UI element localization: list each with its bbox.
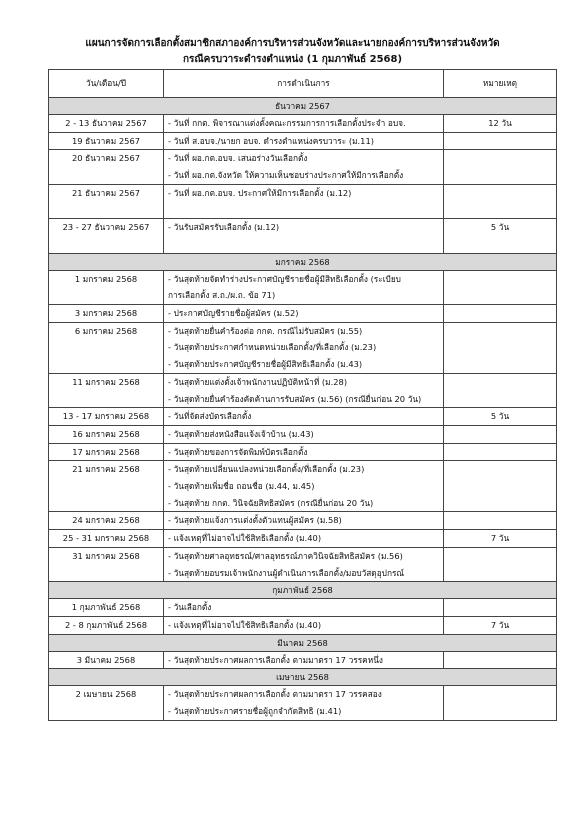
activity-line: - แจ้งเหตุที่ไม่อาจไปใช้สิทธิเลือกตั้ง (ม.40) (168, 619, 322, 630)
activity-line: - วันที่ ผอ.กต.อบจ. เสนอร่างวันเลือกตั้ง (168, 153, 308, 164)
row-activity (164, 425, 444, 443)
row-date: 13 - 17 มกราคม 2568 (49, 408, 164, 426)
table-row (49, 616, 557, 634)
activity-line: - วันสุดท้ายส่งหนังสือแจ้งเจ้าบ้าน (ม.43) (168, 428, 314, 439)
row-remark (444, 547, 557, 581)
row-date: 19 ธันวาคม 2567 (49, 132, 164, 150)
activity-line: - วันที่จัดส่งบัตรเลือกตั้ง (168, 411, 252, 422)
row-activity (164, 373, 444, 407)
row-remark (444, 425, 557, 443)
document-title: แผนการจัดการเลือกตั้งสมาชิกสภาองค์การบริหารส่วนจังหวัดและนายกองค์การบริหารส่วนจังหวัด (85, 38, 500, 49)
row-remark (444, 305, 557, 323)
table-row (49, 132, 557, 150)
table-row (49, 270, 557, 304)
table-row (49, 651, 557, 669)
schedule-body (49, 98, 557, 721)
row-remark (444, 651, 557, 669)
row-remark (444, 184, 557, 218)
month-label: มกราคม 2568 (49, 253, 557, 270)
activity-line: - วันที่ ผอ.กต.อบจ. ประกาศให้มีการเลือกตั้ง (ม.12) (168, 187, 352, 198)
table-row (49, 686, 557, 720)
table-row (49, 408, 557, 426)
table-row (49, 547, 557, 581)
activity-line: - วันสุดท้ายประกาศผลการเลือกตั้ง ตามมาตรา 17 วรรคหนึ่ง (168, 654, 383, 665)
table-row (49, 184, 557, 218)
header-date: วัน/เดือน/ปี (49, 70, 164, 98)
table-row (49, 322, 557, 373)
row-activity (164, 270, 444, 304)
row-remark (444, 270, 557, 304)
row-date: 1 กุมภาพันธ์ 2568 (49, 599, 164, 617)
activity-line: - วันสุดท้ายแจ้งการแต่งตั้งตัวแทนผู้สมัคร (ม.58) (168, 515, 342, 526)
row-remark: 7 วัน (444, 616, 557, 634)
row-date: 2 - 13 ธันวาคม 2567 (49, 115, 164, 133)
row-remark (444, 461, 557, 512)
month-header-row (49, 669, 557, 686)
activity-line: - วันสุดท้ายประกาศรายชื่อผู้ถูกจำกัดสิทธิ (ม.41) (168, 706, 342, 717)
row-remark: 7 วัน (444, 530, 557, 548)
activity-line: - วันสุดท้ายแต่งตั้งเจ้าพนักงานปฏิบัติหน้าที่ (ม.28) (168, 376, 348, 387)
table-row (49, 305, 557, 323)
activity-line: - วันสุดท้ายเปลี่ยนแปลงหน่วยเลือกตั้ง/ที่เลือกตั้ง (ม.23) (168, 464, 365, 475)
activity-line: - วันสุดท้ายประกาศกำหนดหน่วยเลือกตั้ง/ที่เลือกตั้ง (ม.23) (168, 342, 377, 353)
month-header-row (49, 634, 557, 651)
activity-line: - วันสุดท้ายยื่นคำร้องต่อ กกต. กรณีไม่รับสมัคร (ม.55) (168, 325, 363, 336)
row-date: 2 เมษายน 2568 (49, 686, 164, 720)
row-date: 25 - 31 มกราคม 2568 (49, 530, 164, 548)
row-activity (164, 686, 444, 720)
row-remark (444, 443, 557, 461)
activity-line: การเลือกตั้ง ส.ถ./ผ.ถ. ข้อ 71) (168, 290, 276, 301)
activity-line: - ประกาศบัญชีรายชื่อผู้สมัคร (ม.52) (168, 308, 299, 319)
row-remark (444, 132, 557, 150)
row-activity (164, 547, 444, 581)
activity-line: - แจ้งเหตุที่ไม่อาจไปใช้สิทธิเลือกตั้ง (ม.40) (168, 533, 322, 544)
table-row (49, 512, 557, 530)
activity-line: - วันสุดท้ายเพิ่มชื่อ ถอนชื่อ (ม.44, ม.45) (168, 481, 315, 492)
header-row (49, 70, 557, 98)
row-remark (444, 373, 557, 407)
row-date: 11 มกราคม 2568 (49, 373, 164, 407)
table-row (49, 150, 557, 184)
row-remark (444, 322, 557, 373)
row-activity (164, 599, 444, 617)
table-row (49, 115, 557, 133)
document-subtitle: กรณีครบวาระดำรงตำแหน่ง (1 กุมภาพันธ์ 2568) (182, 54, 403, 65)
activity-line: - วันสุดท้ายอบรมเจ้าพนักงานผู้ดำเนินการเลือกตั้ง/มอบวัสดุอุปกรณ์ (168, 567, 405, 578)
table-row (49, 461, 557, 512)
row-remark (444, 150, 557, 184)
activity-line: - วันสุดท้ายยื่นคำร้องคัดค้านการรับสมัคร (ม.56) (กรณียื่นก่อน 20 วัน) (168, 393, 422, 404)
activity-line (168, 236, 439, 253)
row-date: 6 มกราคม 2568 (49, 322, 164, 373)
row-activity (164, 616, 444, 634)
row-date: 3 มีนาคม 2568 (49, 651, 164, 669)
activity-line (168, 202, 439, 219)
table-row (49, 599, 557, 617)
row-activity (164, 443, 444, 461)
row-activity (164, 461, 444, 512)
activity-line: - วันสุดท้ายศาลอุทธรณ์/ศาลอุทธรณ์ภาควินิจฉัยสิทธิสมัคร (ม.56) (168, 550, 403, 561)
table-row (49, 219, 557, 253)
row-date: 20 ธันวาคม 2567 (49, 150, 164, 184)
month-label: มีนาคม 2568 (49, 634, 557, 651)
row-date: 21 มกราคม 2568 (49, 461, 164, 512)
row-date: 3 มกราคม 2568 (49, 305, 164, 323)
row-remark (444, 686, 557, 720)
table-row (49, 530, 557, 548)
month-label: เมษายน 2568 (49, 669, 557, 686)
row-date: 2 - 8 กุมภาพันธ์ 2568 (49, 616, 164, 634)
row-date: 17 มกราคม 2568 (49, 443, 164, 461)
row-date: 1 มกราคม 2568 (49, 270, 164, 304)
activity-line: - วันรับสมัครรับเลือกตั้ง (ม.12) (168, 222, 280, 233)
month-header-row (49, 253, 557, 270)
month-header-row (49, 582, 557, 599)
row-activity (164, 115, 444, 133)
activity-line: - วันสุดท้ายประกาศบัญชีรายชื่อผู้มีสิทธิเลือกตั้ง (ม.43) (168, 359, 363, 370)
row-remark: 5 วัน (444, 219, 557, 253)
row-activity (164, 408, 444, 426)
month-label: ธันวาคม 2567 (49, 98, 557, 115)
activity-line: - วันสุดท้ายจัดทำร่างประกาศบัญชีรายชื่อผู้มีสิทธิเลือกตั้ง (ระเบียบ (168, 273, 401, 284)
row-remark: 5 วัน (444, 408, 557, 426)
row-remark (444, 512, 557, 530)
row-activity (164, 322, 444, 373)
row-date: 16 มกราคม 2568 (49, 425, 164, 443)
table-row (49, 443, 557, 461)
activity-line: - วันที่ ผอ.กต.จังหวัด ให้ความเห็นชอบร่างประกาศให้มีการเลือกตั้ง (168, 170, 404, 181)
row-activity (164, 512, 444, 530)
month-label: กุมภาพันธ์ 2568 (49, 582, 557, 599)
row-activity (164, 305, 444, 323)
row-activity (164, 651, 444, 669)
activity-line: - วันสุดท้ายของการจัดพิมพ์บัตรเลือกตั้ง (168, 446, 308, 457)
row-remark: 12 วัน (444, 115, 557, 133)
row-date: 21 ธันวาคม 2567 (49, 184, 164, 218)
activity-line: - วันที่ ส.อบจ./นายก อบจ. ดำรงตำแหน่งครบวาระ (ม.11) (168, 135, 374, 146)
row-activity (164, 219, 444, 253)
header-remark: หมายเหตุ (444, 70, 557, 98)
row-activity (164, 530, 444, 548)
row-activity (164, 132, 444, 150)
schedule-table (48, 69, 557, 721)
activity-line: - วันที่ กกต. พิจารณาแต่งตั้งคณะกรรมการการเลือกตั้งประจำ อบจ. (168, 118, 406, 128)
row-date: 31 มกราคม 2568 (49, 547, 164, 581)
month-header-row (49, 98, 557, 115)
table-row (49, 425, 557, 443)
activity-line: - วันสุดท้ายประกาศผลการเลือกตั้ง ตามมาตรา 17 วรรคสอง (168, 689, 382, 700)
activity-line: - วันสุดท้าย กกต. วินิจฉัยสิทธิสมัคร (กรณียื่นก่อน 20 วัน) (168, 497, 374, 508)
table-row (49, 373, 557, 407)
row-activity (164, 150, 444, 184)
activity-line: - วันเลือกตั้ง (168, 602, 212, 613)
row-remark (444, 599, 557, 617)
row-activity (164, 184, 444, 218)
row-date: 23 - 27 ธันวาคม 2567 (49, 219, 164, 253)
header-activity: การดำเนินการ (164, 70, 444, 98)
row-date: 24 มกราคม 2568 (49, 512, 164, 530)
